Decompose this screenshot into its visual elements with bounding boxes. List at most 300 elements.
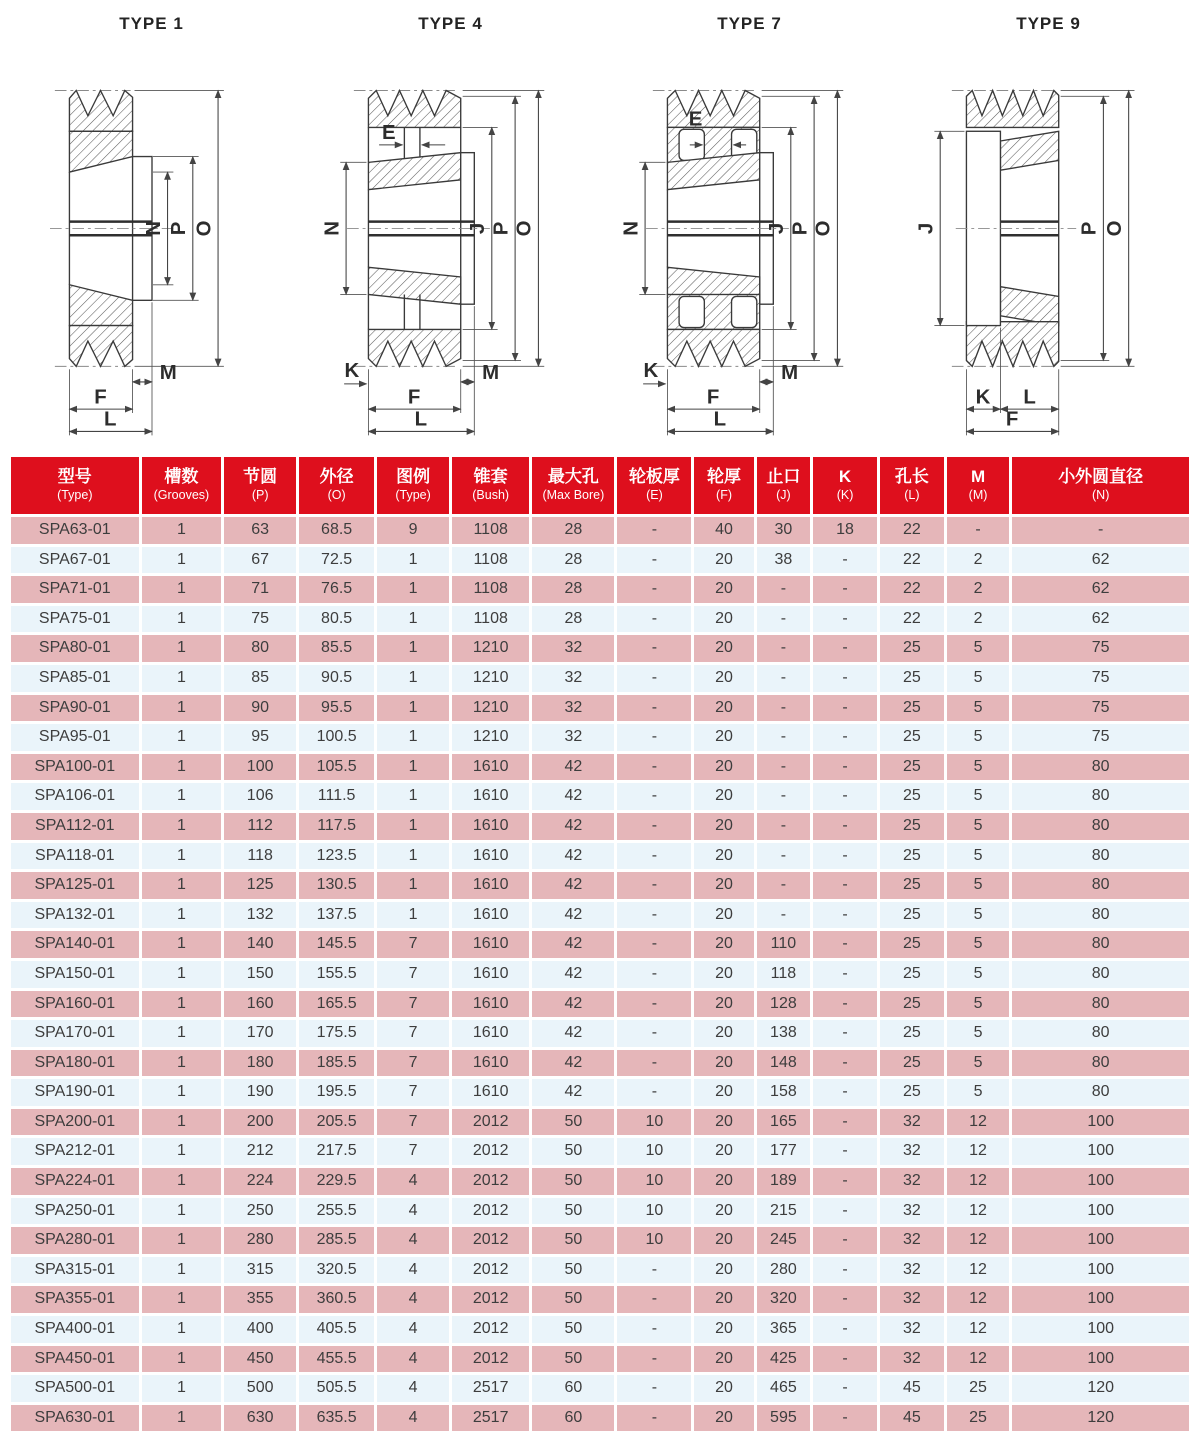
dim-label-j: J <box>466 222 489 235</box>
cell: 50 <box>532 1198 614 1225</box>
cell: 80 <box>1012 961 1189 988</box>
cell: 1610 <box>452 931 529 958</box>
dim-label-m: M <box>481 362 499 384</box>
cell: 42 <box>532 991 614 1018</box>
cell: 2012 <box>452 1168 529 1195</box>
cell: SPA67-01 <box>11 547 139 574</box>
cell: 28 <box>532 517 614 544</box>
cell: 50 <box>532 1227 614 1254</box>
cell: 42 <box>532 843 614 870</box>
cell: 165 <box>757 1109 811 1136</box>
cell: 7 <box>377 961 449 988</box>
table-row <box>11 1286 1189 1313</box>
cell: 45 <box>880 1375 944 1402</box>
column-header: 孔长 (L) <box>880 457 944 514</box>
cell: 1 <box>377 754 449 781</box>
cell: 80 <box>1012 1020 1189 1047</box>
column-header: 轮厚 (F) <box>694 457 753 514</box>
cell: - <box>617 872 691 899</box>
type1-drawing <box>16 34 288 452</box>
cell: - <box>617 1257 691 1284</box>
cell: 137.5 <box>299 902 374 929</box>
cell: 280 <box>757 1257 811 1284</box>
cell: 5 <box>947 813 1010 840</box>
cell: 1 <box>142 1138 222 1165</box>
cell: - <box>813 1109 877 1136</box>
cell: SPA85-01 <box>11 665 139 692</box>
table-row <box>11 635 1189 662</box>
dim-label-m: M <box>780 362 798 384</box>
cell: 185.5 <box>299 1050 374 1077</box>
dim-label-m: M <box>159 362 177 384</box>
table-row <box>11 517 1189 544</box>
cell: 25 <box>880 783 944 810</box>
cell: 1 <box>142 931 222 958</box>
cell: 20 <box>694 576 753 603</box>
cell: 20 <box>694 1079 753 1106</box>
cell: 455.5 <box>299 1346 374 1373</box>
cell: 205.5 <box>299 1109 374 1136</box>
cell: 1 <box>377 547 449 574</box>
table-row <box>11 902 1189 929</box>
figure-title: TYPE 1 <box>119 14 184 33</box>
cell: 120 <box>1012 1375 1189 1402</box>
cell: 80 <box>1012 843 1189 870</box>
cell: 25 <box>880 961 944 988</box>
cell: 118 <box>757 961 811 988</box>
cell: 175.5 <box>299 1020 374 1047</box>
table-row <box>11 931 1189 958</box>
cell: 1 <box>142 724 222 751</box>
cell: 1 <box>142 1346 222 1373</box>
cell: 20 <box>694 961 753 988</box>
cell: - <box>757 813 811 840</box>
cell: 4 <box>377 1405 449 1432</box>
column-header: 轮板厚 (E) <box>617 457 691 514</box>
cell: 95.5 <box>299 695 374 722</box>
table-row <box>11 1050 1189 1077</box>
cell: 2012 <box>452 1346 529 1373</box>
cell: - <box>617 695 691 722</box>
cell: - <box>617 1375 691 1402</box>
cell: 42 <box>532 754 614 781</box>
cell: 28 <box>532 606 614 633</box>
cell: 12 <box>947 1198 1010 1225</box>
cell: 505.5 <box>299 1375 374 1402</box>
cell: - <box>757 754 811 781</box>
cell: 20 <box>694 1257 753 1284</box>
cell: 217.5 <box>299 1138 374 1165</box>
cell: 250 <box>224 1198 296 1225</box>
cell: 25 <box>880 1050 944 1077</box>
cell: 42 <box>532 813 614 840</box>
table-row <box>11 1227 1189 1254</box>
cell: 2 <box>947 547 1010 574</box>
cell: - <box>617 1316 691 1343</box>
cell: 145.5 <box>299 931 374 958</box>
cell: - <box>813 1227 877 1254</box>
cell: 80 <box>1012 931 1189 958</box>
cell: 5 <box>947 783 1010 810</box>
cell: 67 <box>224 547 296 574</box>
cell: 100 <box>1012 1109 1189 1136</box>
cell: - <box>617 813 691 840</box>
table-row <box>11 813 1189 840</box>
cell: SPA140-01 <box>11 931 139 958</box>
cell: 2012 <box>452 1227 529 1254</box>
cell: 28 <box>532 576 614 603</box>
cell: 177 <box>757 1138 811 1165</box>
cell: - <box>813 1168 877 1195</box>
cell: - <box>757 635 811 662</box>
cell: 2012 <box>452 1198 529 1225</box>
cell: 42 <box>532 931 614 958</box>
cell: 7 <box>377 991 449 1018</box>
cell: 212 <box>224 1138 296 1165</box>
cell: 100 <box>224 754 296 781</box>
cell: 22 <box>880 517 944 544</box>
cell: 1 <box>142 1198 222 1225</box>
table-row <box>11 1079 1189 1106</box>
cell: SPA355-01 <box>11 1286 139 1313</box>
cell: 12 <box>947 1168 1010 1195</box>
table-row <box>11 1109 1189 1136</box>
spec-table-head-row <box>11 457 1189 514</box>
cell: - <box>813 991 877 1018</box>
cell: 5 <box>947 695 1010 722</box>
cell: 110 <box>757 931 811 958</box>
cell: 20 <box>694 1168 753 1195</box>
cell: 5 <box>947 635 1010 662</box>
cell: 117.5 <box>299 813 374 840</box>
cell: SPA190-01 <box>11 1079 139 1106</box>
cell: 9 <box>377 517 449 544</box>
cell: 2012 <box>452 1257 529 1284</box>
cell: 132 <box>224 902 296 929</box>
cell: 80 <box>1012 872 1189 899</box>
cell: 20 <box>694 665 753 692</box>
cell: 60 <box>532 1405 614 1432</box>
cell: 100 <box>1012 1138 1189 1165</box>
cell: 42 <box>532 1050 614 1077</box>
figure-title: TYPE 7 <box>717 14 782 33</box>
cell: - <box>617 724 691 751</box>
cell: 1610 <box>452 813 529 840</box>
cell: - <box>813 1138 877 1165</box>
cell: - <box>813 1375 877 1402</box>
column-header: K (K) <box>813 457 877 514</box>
cell: 32 <box>880 1168 944 1195</box>
cell: 500 <box>224 1375 296 1402</box>
cell: 75 <box>1012 695 1189 722</box>
cell: 1610 <box>452 961 529 988</box>
type4-drawing <box>315 34 587 452</box>
dim-label-e: E <box>688 108 702 131</box>
cell: 75 <box>1012 635 1189 662</box>
cell: SPA75-01 <box>11 606 139 633</box>
cell: 80 <box>1012 991 1189 1018</box>
cell: 7 <box>377 1079 449 1106</box>
cell: SPA80-01 <box>11 635 139 662</box>
cell: - <box>813 665 877 692</box>
cell: 2517 <box>452 1405 529 1432</box>
cell: 1 <box>142 1227 222 1254</box>
cell: 2012 <box>452 1109 529 1136</box>
cell: 320.5 <box>299 1257 374 1284</box>
cell: 80 <box>1012 902 1189 929</box>
cell: 1610 <box>452 783 529 810</box>
cell: 90 <box>224 695 296 722</box>
cell: 1 <box>142 1168 222 1195</box>
cell: 1 <box>377 783 449 810</box>
cell: - <box>617 783 691 810</box>
cell: 20 <box>694 724 753 751</box>
cell: 25 <box>880 1020 944 1047</box>
cell: 1 <box>142 576 222 603</box>
cell: SPA200-01 <box>11 1109 139 1136</box>
dim-label-e: E <box>381 122 396 145</box>
cell: 595 <box>757 1405 811 1432</box>
table-row <box>11 606 1189 633</box>
cell: 1 <box>142 1079 222 1106</box>
cell: 1210 <box>452 695 529 722</box>
cell: - <box>813 724 877 751</box>
cell: SPA112-01 <box>11 813 139 840</box>
cell: 28 <box>532 547 614 574</box>
cell: 1610 <box>452 843 529 870</box>
cell: - <box>813 754 877 781</box>
cell: 25 <box>880 813 944 840</box>
cell: 2 <box>947 606 1010 633</box>
figure-title: TYPE 9 <box>1016 14 1081 33</box>
column-header: 槽数 (Grooves) <box>142 457 222 514</box>
cell: 20 <box>694 991 753 1018</box>
cell: 20 <box>694 783 753 810</box>
cell: 75 <box>1012 724 1189 751</box>
cell: 7 <box>377 931 449 958</box>
cell: 20 <box>694 1227 753 1254</box>
cell: 1 <box>142 1316 222 1343</box>
cell: 80 <box>1012 813 1189 840</box>
cell: - <box>617 961 691 988</box>
cell: 280 <box>224 1227 296 1254</box>
cell: 4 <box>377 1346 449 1373</box>
cell: 10 <box>617 1227 691 1254</box>
cell: 1210 <box>452 665 529 692</box>
cell: - <box>617 1020 691 1047</box>
cell: 50 <box>532 1109 614 1136</box>
dim-label-o: O <box>513 220 536 237</box>
cell: 1610 <box>452 991 529 1018</box>
cell: 85.5 <box>299 635 374 662</box>
cell: 1 <box>377 724 449 751</box>
cell: 1 <box>377 606 449 633</box>
cell: - <box>813 783 877 810</box>
cell: 68.5 <box>299 517 374 544</box>
cell: 12 <box>947 1138 1010 1165</box>
cell: 5 <box>947 1079 1010 1106</box>
table-row <box>11 576 1189 603</box>
cell: SPA106-01 <box>11 783 139 810</box>
cell: 12 <box>947 1346 1010 1373</box>
cell: - <box>947 517 1010 544</box>
cell: 123.5 <box>299 843 374 870</box>
cell: 1610 <box>452 754 529 781</box>
cell: 140 <box>224 931 296 958</box>
cell: - <box>617 754 691 781</box>
cell: 1108 <box>452 606 529 633</box>
cell: - <box>813 1257 877 1284</box>
dim-label-j: J <box>914 222 937 235</box>
cell: 1610 <box>452 872 529 899</box>
cell: - <box>813 1405 877 1432</box>
cell: - <box>617 902 691 929</box>
cell: - <box>813 1198 877 1225</box>
cell: - <box>757 606 811 633</box>
cell: 25 <box>880 843 944 870</box>
cell: 100 <box>1012 1168 1189 1195</box>
column-header: 型号 (Type) <box>11 457 139 514</box>
cell: 1108 <box>452 576 529 603</box>
cell: 190 <box>224 1079 296 1106</box>
cell: 1 <box>142 991 222 1018</box>
cell: - <box>617 606 691 633</box>
cell: - <box>757 843 811 870</box>
cell: 72.5 <box>299 547 374 574</box>
cell: 32 <box>880 1286 944 1313</box>
cell: - <box>617 991 691 1018</box>
cell: - <box>617 1079 691 1106</box>
figure-title: TYPE 4 <box>418 14 483 33</box>
cell: 25 <box>880 991 944 1018</box>
cell: 1 <box>142 1020 222 1047</box>
cell: 32 <box>532 695 614 722</box>
cell: SPA160-01 <box>11 991 139 1018</box>
dim-label-n: N <box>142 221 165 236</box>
cell: 5 <box>947 843 1010 870</box>
cell: 25 <box>880 665 944 692</box>
cell: 100 <box>1012 1286 1189 1313</box>
cell: 4 <box>377 1375 449 1402</box>
cell: 22 <box>880 547 944 574</box>
cell: 1 <box>142 1050 222 1077</box>
cell: 1 <box>142 547 222 574</box>
cell: 7 <box>377 1109 449 1136</box>
cell: 12 <box>947 1316 1010 1343</box>
cell: 25 <box>947 1405 1010 1432</box>
cell: SPA170-01 <box>11 1020 139 1047</box>
cell: 1 <box>142 961 222 988</box>
cell: 229.5 <box>299 1168 374 1195</box>
cell: 1 <box>142 843 222 870</box>
dim-label-p: P <box>167 221 190 236</box>
cell: 71 <box>224 576 296 603</box>
type7-drawing <box>614 34 886 452</box>
cell: 105.5 <box>299 754 374 781</box>
cell: 20 <box>694 1138 753 1165</box>
cell: 215 <box>757 1198 811 1225</box>
cell: 63 <box>224 517 296 544</box>
cell: 22 <box>880 576 944 603</box>
cell: SPA500-01 <box>11 1375 139 1402</box>
figure-type1 <box>2 4 301 452</box>
cell: 80 <box>1012 783 1189 810</box>
cell: - <box>617 843 691 870</box>
cell: 245 <box>757 1227 811 1254</box>
cell: 32 <box>532 665 614 692</box>
cell: 5 <box>947 754 1010 781</box>
cell: - <box>813 695 877 722</box>
cell: 100 <box>1012 1346 1189 1373</box>
cell: - <box>617 576 691 603</box>
cell: 1610 <box>452 1079 529 1106</box>
table-row <box>11 783 1189 810</box>
cell: - <box>813 872 877 899</box>
type9-drawing <box>913 34 1185 452</box>
table-row <box>11 665 1189 692</box>
cell: 1210 <box>452 724 529 751</box>
cell: 95 <box>224 724 296 751</box>
cell: - <box>1012 517 1189 544</box>
dim-label-l: L <box>103 408 116 431</box>
cell: 50 <box>532 1346 614 1373</box>
cell: - <box>757 576 811 603</box>
cell: 1 <box>377 635 449 662</box>
spec-table-section <box>0 452 1200 1440</box>
column-header: 节圆 (P) <box>224 457 296 514</box>
cell: 20 <box>694 931 753 958</box>
cell: 20 <box>694 1109 753 1136</box>
cell: 7 <box>377 1020 449 1047</box>
table-row <box>11 1198 1189 1225</box>
cell: SPA90-01 <box>11 695 139 722</box>
cell: 635.5 <box>299 1405 374 1432</box>
cell: 155.5 <box>299 961 374 988</box>
cell: 1 <box>142 813 222 840</box>
cell: 80 <box>1012 1050 1189 1077</box>
cell: 630 <box>224 1405 296 1432</box>
cell: 20 <box>694 754 753 781</box>
cell: 25 <box>880 724 944 751</box>
dim-label-f: F <box>1005 408 1018 431</box>
cell: 1610 <box>452 1020 529 1047</box>
cell: 25 <box>880 1079 944 1106</box>
cell: 32 <box>880 1316 944 1343</box>
cell: 5 <box>947 1050 1010 1077</box>
cell: 20 <box>694 1198 753 1225</box>
cell: 32 <box>880 1138 944 1165</box>
cell: 25 <box>880 754 944 781</box>
cell: 360.5 <box>299 1286 374 1313</box>
figure-type7 <box>600 4 899 452</box>
cell: 2 <box>947 576 1010 603</box>
cell: 10 <box>617 1109 691 1136</box>
table-row <box>11 1375 1189 1402</box>
cell: 1 <box>142 1109 222 1136</box>
cell: 22 <box>880 606 944 633</box>
cell: 180 <box>224 1050 296 1077</box>
table-row <box>11 872 1189 899</box>
cell: 25 <box>880 902 944 929</box>
cell: SPA224-01 <box>11 1168 139 1195</box>
table-row <box>11 1020 1189 1047</box>
cell: 76.5 <box>299 576 374 603</box>
table-row <box>11 961 1189 988</box>
cell: 12 <box>947 1286 1010 1313</box>
cell: 1 <box>142 872 222 899</box>
cell: - <box>813 961 877 988</box>
cell: 50 <box>532 1286 614 1313</box>
